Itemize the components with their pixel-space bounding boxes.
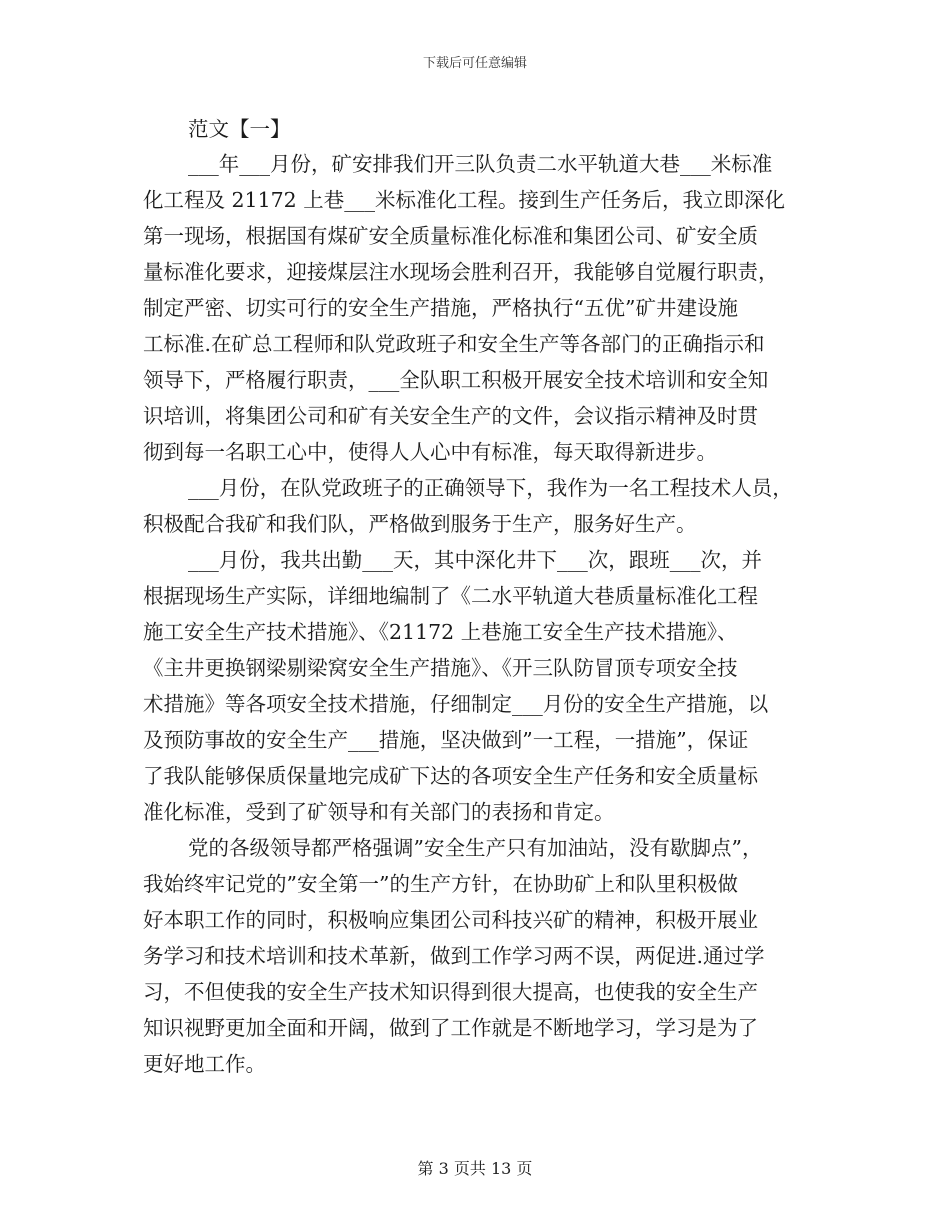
text-line: 知识视野更加全面和开阔，做到了工作就是不断地学习，学习是为了: [143, 1016, 758, 1040]
text-line: 根据现场生产实际，详细地编制了《二水平轨道大巷质量标准化工程: [143, 584, 758, 608]
text-line: 更好地工作。: [143, 1052, 266, 1076]
text-line: 党的各级领导都严格强调”安全生产只有加油站，没有歇脚点”，: [188, 836, 763, 860]
text-line: 工标准.在矿总工程师和队党政班子和安全生产等各部门的正确指示和: [143, 332, 765, 356]
text-line: 《主井更换钢梁剔梁窝安全生产措施》、《开三队防冒顶专项安全技: [143, 656, 738, 680]
text-line: 我始终牢记党的”安全第一”的生产方针，在协助矿上和队里积极做: [143, 872, 738, 896]
text-line: 施工安全生产技术措施》、《21172 上巷施工安全生产技术措施》、: [143, 620, 738, 644]
text-line: 习，不但使我的安全生产技术知识得到很大提高，也使我的安全生产: [143, 980, 758, 1004]
page-footer: 第 3 页共 13 页: [417, 1159, 533, 1178]
section-title: 范文【一】: [188, 117, 291, 141]
text-line: 务学习和技术培训和技术革新，做到工作学习两不误，两促进.通过学: [143, 944, 765, 968]
text-line: ___月份，我共出勤___天，其中深化井下___次，跟班___次，并: [188, 548, 762, 572]
text-line: 及预防事故的安全生产___措施，坚决做到”一工程，一措施”，保证: [143, 728, 749, 752]
text-line: 好本职工作的同时，积极响应集团公司科技兴矿的精神，积极开展业: [143, 908, 758, 932]
text-line: 制定严密、切实可行的安全生产措施，严格执行“五优”矿井建设施: [143, 296, 738, 320]
text-line: 彻到每一名职工心中，使得人人心中有标准，每天取得新进步。: [143, 440, 717, 464]
text-line: 准化标准，受到了矿领导和有关部门的表扬和肯定。: [143, 800, 615, 824]
text-line: 量标准化要求，迎接煤层注水现场会胜利召开，我能够自觉履行职责，: [143, 260, 779, 284]
text-line: 了我队能够保质保量地完成矿下达的各项安全生产任务和安全质量标: [143, 764, 758, 788]
text-line: 领导下，严格履行职责，___全队职工积极开展安全技术培训和安全知: [143, 368, 769, 392]
text-line: 识培训，将集团公司和矿有关安全生产的文件，会议指示精神及时贯: [143, 404, 758, 428]
page-header: 下载后可任意编辑: [422, 56, 527, 71]
text-line: ___年___月份，矿安排我们开三队负责二水平轨道大巷___米标准: [188, 152, 773, 176]
text-line: 积极配合我矿和我们队，严格做到服务于生产，服务好生产。: [143, 512, 697, 536]
text-line: ___月份，在队党政班子的正确领导下，我作为一名工程技术人员，: [188, 476, 793, 500]
text-line: 术措施》等各项安全技术措施，仔细制定___月份的安全生产措施，以: [143, 692, 769, 716]
text-line: 第一现场，根据国有煤矿安全质量标准化标准和集团公司、矿安全质: [143, 224, 758, 248]
text-line: 化工程及 21172 上巷___米标准化工程。接到生产任务后，我立即深化: [143, 188, 785, 212]
